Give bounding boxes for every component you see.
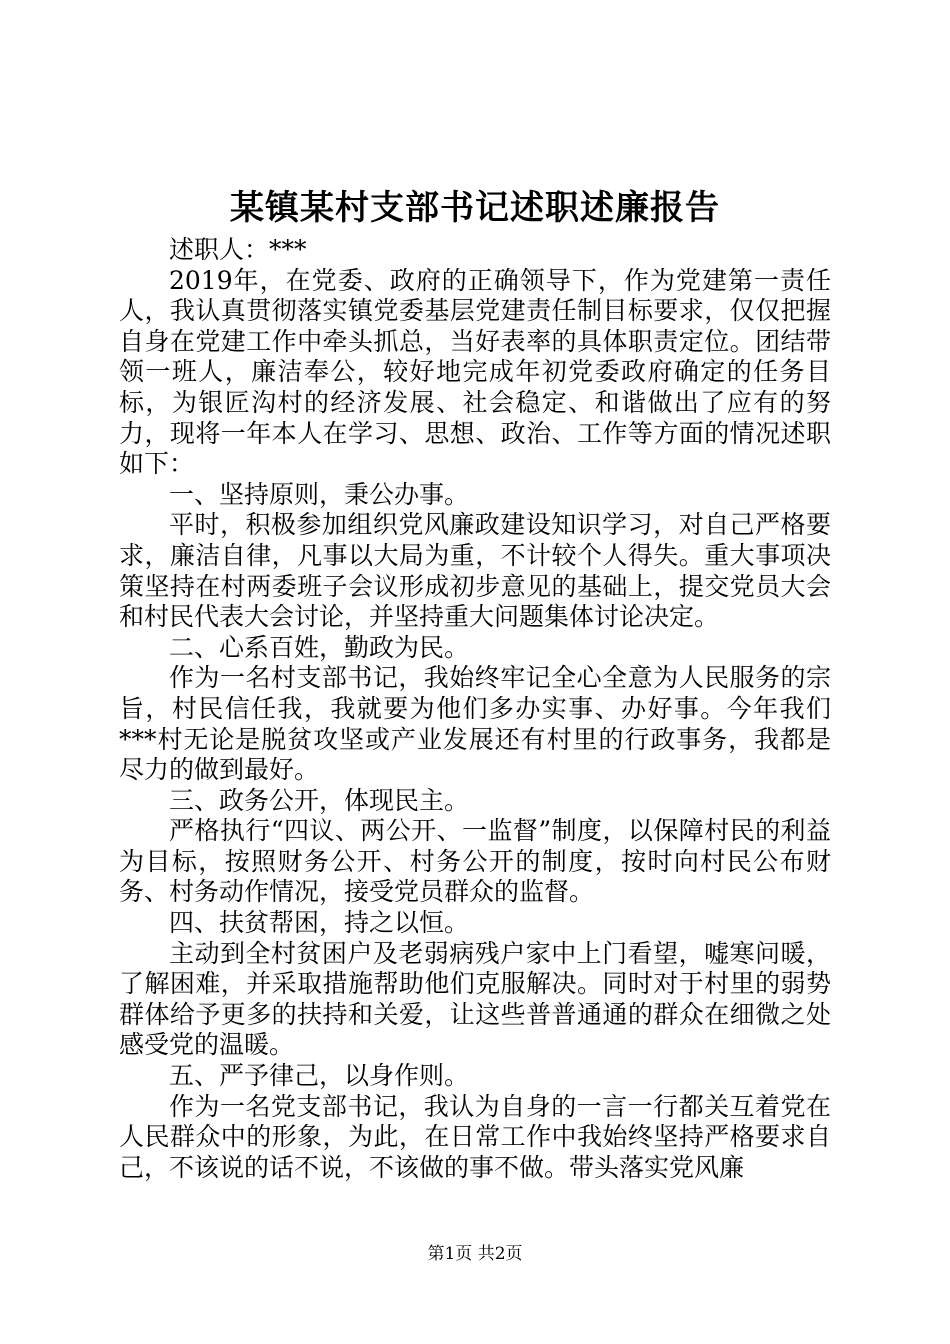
section-paragraph-4: 主动到全村贫困户及老弱病残户家中上门看望，嘘寒问暖，了解困难，并采取措施帮助他们克服解决。同时对于村里的弱势群体给予更多的扶持和关爱，让这些普普通通的群众在细微之处感受党的温暖。	[119, 938, 831, 1060]
page-number-footer: 第1页 共2页	[427, 1244, 523, 1264]
section-paragraph-1: 平时，积极参加组织党风廉政建设知识学习，对自己严格要求，廉洁自律，凡事以大局为重，不计较个人得失。重大事项决策坚持在村两委班子会议形成初步意见的基础上，提交党员大会和村民代表大会讨论，并坚持重大问题集体讨论决定。	[119, 510, 831, 632]
section-paragraph-2: 作为一名村支部书记，我始终牢记全心全意为人民服务的宗旨，村民信任我，我就要为他们多办实事、办好事。今年我们***村无论是脱贫攻坚或产业发展还有村里的行政事务，我都是尽力的做到最好。	[119, 663, 831, 785]
section-heading-2: 二、心系百姓，勤政为民。	[169, 632, 470, 662]
document-title: 某镇某村支部书记述职述廉报告	[230, 188, 720, 228]
section-paragraph-3: 严格执行“四议、两公开、一监督”制度，以保障村民的利益为目标，按照财务公开、村务公开的制度，按时向村民公布财务、村务动作情况，接受党员群众的监督。	[119, 816, 831, 907]
section-heading-1: 一、坚持原则，秉公办事。	[169, 479, 470, 509]
author-line: 述职人：***	[169, 235, 307, 264]
section-heading-4: 四、扶贫帮困，持之以恒。	[169, 908, 470, 938]
section-paragraph-5: 作为一名党支部书记，我认为自身的一言一行都关互着党在人民群众中的形象，为此，在日常工作中我始终坚持严格要求自己，不该说的话不说，不该做的事不做。带头落实党风廉	[119, 1091, 831, 1182]
intro-paragraph: 2019年，在党委、政府的正确领导下，作为党建第一责任人，我认真贯彻落实镇党委基层党建责任制目标要求，仅仅把握自身在党建工作中牵头抓总，当好表率的具体职责定位。团结带领一班人，廉洁奉公，较好地完成年初党委政府确定的任务目标，为银匠沟村的经济发展、社会稳定、和谐做出了应有的努力，现将一年本人在学习、思想、政治、工作等方面的情况述职如下：	[119, 265, 831, 479]
section-heading-3: 三、政务公开，体现民主。	[169, 785, 470, 815]
section-heading-5: 五、严予律己，以身作则。	[169, 1061, 470, 1091]
document-body	[119, 235, 831, 1183]
